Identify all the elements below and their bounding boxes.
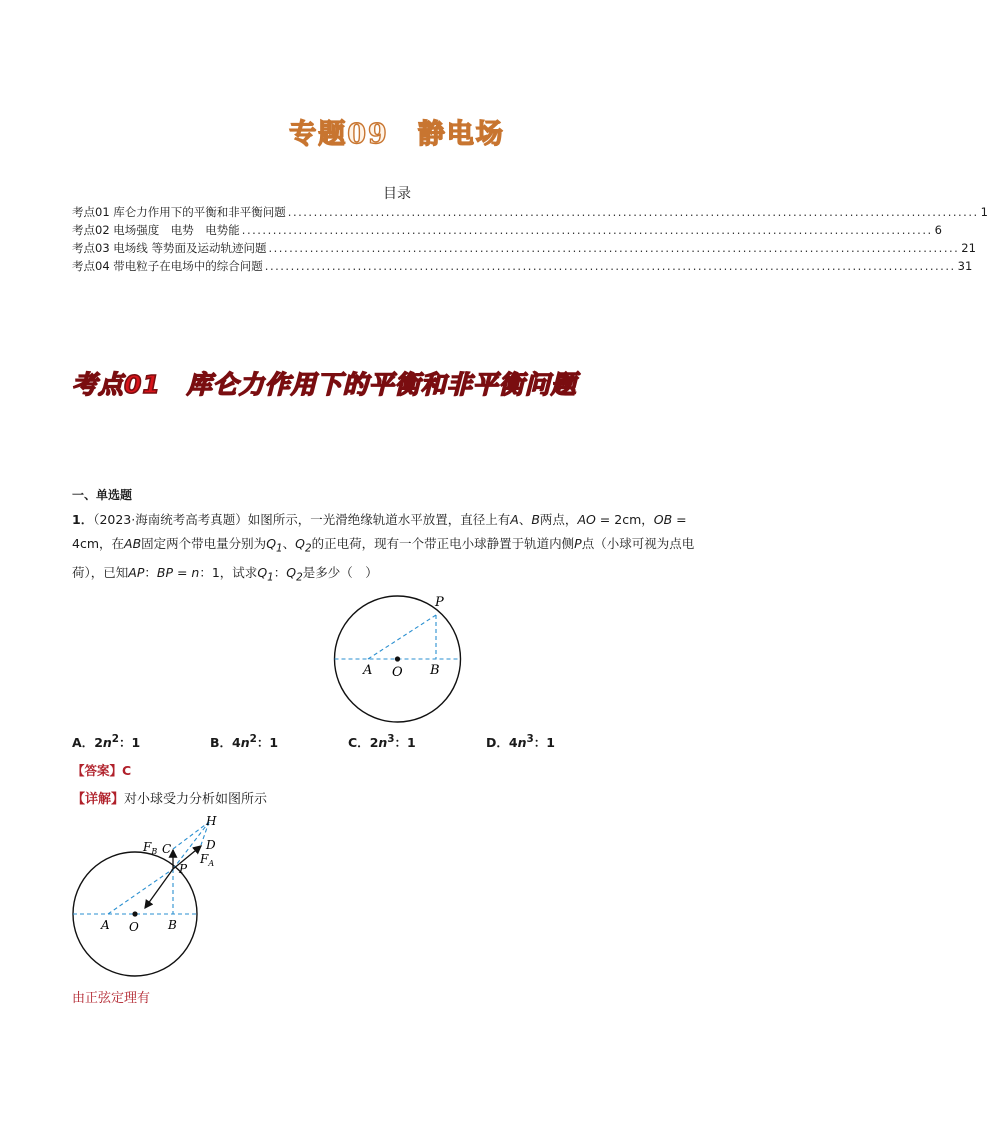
label-P: P: [179, 862, 188, 876]
label-FB-main: F: [143, 840, 152, 854]
toc-leader-dots: ......................................................................................................................................: [241, 223, 933, 237]
option-var: n: [102, 735, 112, 751]
text-run: ，在: [99, 536, 125, 551]
answer-value: C: [122, 763, 132, 778]
center-dot: [132, 911, 137, 916]
toc-entry[interactable]: [72, 239, 976, 257]
option-rest: ：1: [119, 735, 141, 751]
var-Q1: Q: [257, 564, 268, 580]
option-letter: B．: [210, 735, 233, 751]
sub-heading: 一、单选题: [72, 488, 133, 502]
subscript: 1: [276, 542, 283, 555]
toc-leader-dots: ......................................................................................................................................: [287, 205, 979, 219]
toc-leader-dots: ......................................................................................................................................: [264, 259, 956, 273]
var-n: n: [191, 564, 200, 580]
toc-entry-label: 考点01 库仑力作用下的平衡和非平衡问题: [72, 205, 286, 219]
option-rest: ：1: [394, 735, 416, 751]
label-B: B: [168, 918, 177, 932]
var-AP: AP: [128, 564, 145, 580]
option-letter: A．: [72, 735, 95, 751]
label-FA-sub: A: [208, 859, 215, 868]
subscript: 2: [296, 571, 303, 583]
toc-entry[interactable]: [72, 257, 973, 275]
text-run: 点（小球可视为点电荷），已知: [72, 536, 695, 580]
toc-entry-page: 21: [961, 241, 976, 255]
label-A: A: [101, 918, 110, 932]
option-exp: 3: [526, 733, 534, 745]
text-run: 两点，: [539, 512, 578, 527]
toc-entry-page: 6: [934, 223, 942, 237]
line-AP: [368, 615, 436, 659]
section-title: 考点01 库仑力作用下的平衡和非平衡问题: [72, 370, 577, 399]
label-FA-main: F: [200, 852, 209, 866]
option-exp: 2: [111, 733, 120, 745]
table-of-contents: [72, 203, 988, 275]
var-Q1: Q: [266, 536, 277, 551]
var-B: B: [531, 512, 540, 527]
toc-entry-page: 1: [980, 205, 988, 219]
toc-entry-label: 考点04 带电粒子在电场中的综合问题: [72, 259, 263, 273]
var-AB: AB: [124, 536, 142, 551]
label-H: H: [206, 814, 217, 828]
var-Q2: Q: [295, 536, 306, 551]
text-run: ：: [273, 564, 287, 580]
label-FA: [199, 852, 214, 868]
option-d[interactable]: [486, 733, 555, 751]
toc-entry-label: 考点03 电场线 等势面及运动轨迹问题: [72, 241, 267, 255]
option-coef: 4: [232, 735, 241, 751]
var-A: A: [510, 512, 519, 527]
text-run: =: [173, 564, 192, 580]
label-C: C: [162, 842, 172, 856]
subscript: 2: [305, 542, 312, 555]
option-exp: 2: [249, 733, 257, 745]
detail-line: [72, 788, 267, 807]
option-a[interactable]: [72, 733, 140, 751]
question-number: 1．: [72, 512, 94, 527]
center-dot: [395, 656, 400, 661]
subscript: 1: [267, 571, 274, 583]
option-b[interactable]: [210, 733, 278, 751]
toc-entry[interactable]: [72, 203, 988, 221]
option-var: n: [240, 735, 250, 751]
text-run: ：: [144, 564, 157, 580]
text-run: 的正电荷，现有一个带正电小球静置于轨道内侧: [311, 536, 575, 551]
option-c[interactable]: [348, 733, 416, 751]
option-letter: C．: [348, 735, 370, 751]
force-resultant-arrow: [145, 869, 173, 908]
label-B: B: [430, 663, 440, 678]
detail-label: 【详解】: [72, 792, 125, 807]
label-O: O: [392, 665, 403, 680]
label-O: O: [129, 920, 139, 934]
text-run: 固定两个带电量分别为: [141, 536, 267, 551]
closing-text: 由正弦定理有: [72, 991, 151, 1006]
text-run: = 2cm，: [595, 512, 654, 527]
question-diagram: [325, 590, 470, 725]
detail-text: 对小球受力分析如图所示: [124, 792, 268, 807]
option-letter: D．: [486, 735, 509, 751]
label-A: A: [363, 663, 373, 678]
toc-entry-page: 31: [957, 259, 973, 273]
option-exp: 3: [387, 733, 395, 745]
label-D: D: [206, 838, 216, 852]
toc-heading: 目录: [383, 186, 411, 202]
var-AO: AO: [577, 512, 596, 527]
option-rest: ：1: [256, 735, 279, 751]
answer-line: [72, 761, 131, 779]
option-var: n: [378, 735, 388, 751]
line-AP: [108, 869, 173, 914]
option-coef: 4: [508, 735, 518, 751]
toc-entry[interactable]: [72, 221, 942, 239]
label-FB-sub: B: [151, 847, 158, 856]
var-BP: BP: [156, 564, 173, 580]
text-run: 如图所示，一光滑绝缘轨道水平放置，直径上有: [247, 512, 511, 527]
option-rest: ：1: [533, 735, 555, 751]
option-coef: 2: [369, 735, 379, 751]
var-OB: OB: [653, 512, 673, 527]
option-var: n: [517, 735, 527, 751]
question-source: （2023·海南统考高考真题）: [93, 512, 248, 527]
label-P: P: [435, 595, 444, 610]
text-run: = 4cm: [72, 512, 687, 551]
text-run: 、: [282, 536, 296, 551]
text-run: ：1，试求: [199, 564, 258, 580]
answer-label: 【答案】: [72, 763, 123, 778]
var-Q2: Q: [286, 564, 297, 580]
question-text: [72, 508, 722, 589]
option-coef: 2: [94, 735, 103, 751]
label-FB: [142, 840, 157, 856]
text-run: 、: [518, 512, 532, 527]
var-P: P: [574, 536, 582, 551]
toc-leader-dots: ......................................................................................................................................: [268, 241, 960, 255]
text-run: 是多少（ ）: [302, 564, 378, 580]
force-diagram: [70, 812, 230, 942]
page-title: 专题09 静电场: [289, 119, 505, 150]
toc-entry-label: 考点02 电场强度 电势 电势能: [72, 223, 240, 237]
